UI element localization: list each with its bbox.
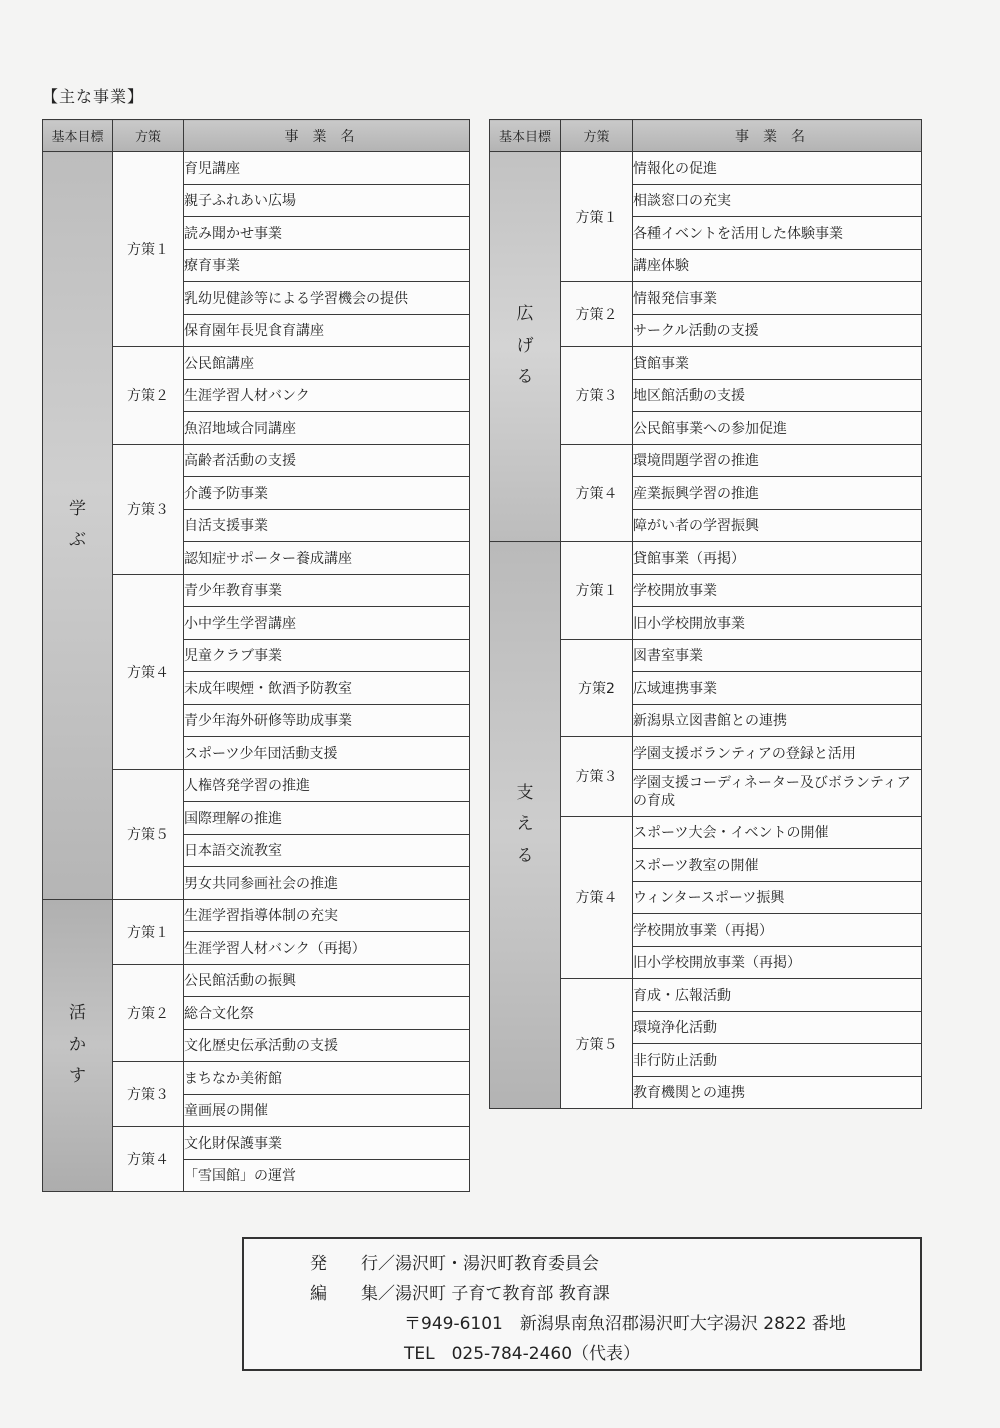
- item-cell: 教育機関との連携: [633, 1076, 922, 1109]
- editor-label: 編 集／: [310, 1284, 395, 1304]
- item-cell: 貸館事業（再掲）: [633, 542, 922, 575]
- item-cell: 相談窓口の充実: [633, 184, 922, 217]
- policy-cell: 方策１: [561, 542, 633, 640]
- item-cell: 生涯学習指導体制の充実: [184, 899, 470, 932]
- item-cell: 児童クラブ事業: [184, 639, 470, 672]
- policy-cell: 方策３: [561, 347, 633, 445]
- policy-cell: 方策３: [113, 444, 184, 574]
- item-cell: 自活支援事業: [184, 509, 470, 542]
- item-cell: 環境浄化活動: [633, 1011, 922, 1044]
- policy-cell: 方策４: [113, 1127, 184, 1192]
- item-cell: 魚沼地域合同講座: [184, 412, 470, 445]
- item-cell: 公民館活動の振興: [184, 964, 470, 997]
- table-row: [43, 152, 470, 185]
- item-cell: 国際理解の推進: [184, 802, 470, 835]
- item-cell: 学園支援ボランティアの登録と活用: [633, 737, 922, 770]
- item-cell: 新潟県立図書館との連携: [633, 704, 922, 737]
- item-cell: 学校開放事業（再掲）: [633, 914, 922, 947]
- header-items: 事業名: [184, 120, 470, 152]
- item-cell: 高齢者活動の支援: [184, 444, 470, 477]
- left-plan-table: [42, 119, 470, 1192]
- item-cell: 親子ふれあい広場: [184, 184, 470, 217]
- item-cell: 認知症サポーター養成講座: [184, 542, 470, 575]
- item-cell: 育児講座: [184, 152, 470, 185]
- policy-cell: 方策２: [113, 347, 184, 445]
- item-cell: 学校開放事業: [633, 574, 922, 607]
- item-cell: ウィンタースポーツ振興: [633, 881, 922, 914]
- item-cell: スポーツ大会・イベントの開催: [633, 816, 922, 849]
- goal-label: 広げる: [516, 304, 534, 388]
- goal-label: 活かす: [69, 1003, 86, 1086]
- item-cell: 介護予防事業: [184, 477, 470, 510]
- page-title: 【主な事業】: [42, 87, 145, 106]
- item-cell: 育成・広報活動: [633, 979, 922, 1012]
- policy-cell: 方策４: [561, 444, 633, 542]
- policy-cell: 方策４: [113, 574, 184, 769]
- table-row: [490, 152, 922, 185]
- policy-cell: 方策１: [561, 152, 633, 282]
- item-cell: 青少年教育事業: [184, 574, 470, 607]
- item-cell: 公民館事業への参加促進: [633, 412, 922, 445]
- item-cell: 日本語交流教室: [184, 834, 470, 867]
- item-cell: サークル活動の支援: [633, 314, 922, 347]
- item-cell: 公民館講座: [184, 347, 470, 380]
- item-cell: 生涯学習人材バンク: [184, 379, 470, 412]
- item-cell: 保育園年長児食育講座: [184, 314, 470, 347]
- item-cell: 貸館事業: [633, 347, 922, 380]
- header-policy: 方策: [113, 120, 184, 152]
- goal-label: 学ぶ: [69, 498, 86, 551]
- policy-cell: 方策３: [561, 737, 633, 817]
- right-plan-table: [489, 119, 922, 1109]
- item-cell: 情報発信事業: [633, 282, 922, 315]
- item-cell: 読み聞かせ事業: [184, 217, 470, 250]
- header-items: 事業名: [633, 120, 922, 152]
- item-cell: 青少年海外研修等助成事業: [184, 704, 470, 737]
- item-cell: 乳幼児健診等による学習機会の提供: [184, 282, 470, 315]
- policy-cell: 方策３: [113, 1062, 184, 1127]
- header-goal: 基本目標: [43, 120, 113, 152]
- item-cell: 非行防止活動: [633, 1044, 922, 1077]
- item-cell: 広域連携事業: [633, 672, 922, 705]
- item-cell: 旧小学校開放事業（再掲）: [633, 946, 922, 979]
- policy-cell: 方策2: [561, 639, 633, 737]
- item-cell: 障がい者の学習振興: [633, 509, 922, 542]
- item-cell: 情報化の促進: [633, 152, 922, 185]
- policy-cell: 方策２: [561, 282, 633, 347]
- item-cell: 文化歴史伝承活動の支援: [184, 1029, 470, 1062]
- item-cell: 男女共同参画社会の推進: [184, 867, 470, 900]
- item-cell: 旧小学校開放事業: [633, 607, 922, 640]
- item-cell: 学園支援コーディネーター及びボランティアの育成: [633, 769, 922, 816]
- policy-cell: 方策２: [113, 964, 184, 1062]
- policy-cell: 方策１: [113, 152, 184, 347]
- item-cell: 生涯学習人材バンク（再掲）: [184, 932, 470, 965]
- item-cell: 童画展の開催: [184, 1094, 470, 1127]
- item-cell: 未成年喫煙・飲酒予防教室: [184, 672, 470, 705]
- policy-cell: 方策５: [113, 769, 184, 899]
- item-cell: 文化財保護事業: [184, 1127, 470, 1160]
- item-cell: まちなか美術館: [184, 1062, 470, 1095]
- item-cell: 人権啓発学習の推進: [184, 769, 470, 802]
- item-cell: 小中学生学習講座: [184, 607, 470, 640]
- item-cell: 療育事業: [184, 249, 470, 282]
- table-row: [43, 899, 470, 932]
- goal-label: 支える: [516, 782, 534, 866]
- postal-address: 〒949-6101 新潟県南魚沼郡湯沢町大字湯沢 2822 番地: [404, 1314, 846, 1334]
- policy-cell: 方策５: [561, 979, 633, 1109]
- item-cell: 各種イベントを活用した体験事業: [633, 217, 922, 250]
- goal-cell: [43, 899, 113, 1192]
- item-cell: 環境問題学習の推進: [633, 444, 922, 477]
- table-row: [490, 542, 922, 575]
- policy-cell: 方策４: [561, 816, 633, 979]
- policy-cell: 方策１: [113, 899, 184, 964]
- item-cell: スポーツ教室の開催: [633, 849, 922, 882]
- item-cell: 講座体験: [633, 249, 922, 282]
- header-policy: 方策: [561, 120, 633, 152]
- item-cell: 地区館活動の支援: [633, 379, 922, 412]
- editor: 湯沢町 子育て教育部 教育課: [395, 1284, 610, 1304]
- goal-cell: [490, 542, 561, 1109]
- goal-cell: [43, 152, 113, 900]
- item-cell: スポーツ少年団活動支援: [184, 737, 470, 770]
- item-cell: 「雪国館」の運営: [184, 1159, 470, 1192]
- item-cell: 図書室事業: [633, 639, 922, 672]
- item-cell: 産業振興学習の推進: [633, 477, 922, 510]
- header-goal: 基本目標: [490, 120, 561, 152]
- publisher-label: 発 行／: [310, 1254, 395, 1274]
- item-cell: 総合文化祭: [184, 997, 470, 1030]
- goal-cell: [490, 152, 561, 542]
- publisher: 湯沢町・湯沢町教育委員会: [395, 1254, 599, 1274]
- publisher-info-box: [242, 1237, 922, 1371]
- telephone: TEL 025-784-2460（代表）: [404, 1344, 641, 1364]
